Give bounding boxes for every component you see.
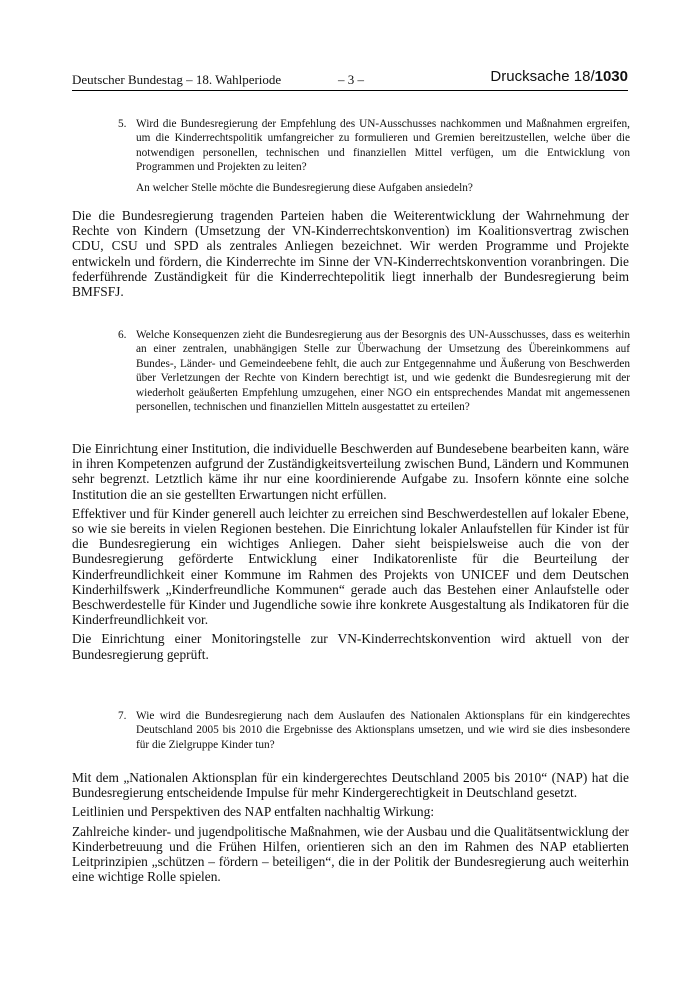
header-doc-label: Drucksache 18/ bbox=[490, 68, 595, 85]
question-5 bbox=[118, 117, 630, 195]
answer-paragraph: Effektiver und für Kinder generell auch leichter zu erreichen sind Beschwerdestellen auf lokaler Ebene, so wie sie bereits in vielen Regionen bestehen. Die Einrichtung lokaler Anlaufstellen für Kinder ist für die Bundesregierung ein wichtiges Anliegen. Daher sieht beispielsweise auch die von der Bundesregierung geförderte Entwicklung einer Indikatorenliste für die Beurteilung der Kinderfreundlichkeit einer Kommune im Rahmen des Projekts von UNICEF und dem Deutschen Kinderhilfswerk „Kinderfreundliche Kommunen“ gerade auch das Bestehen einer Anlaufstelle oder Beschwerdestelle für Kinder und Jugendliche sowie ihre konkrete Ausgestaltung als Indikatoren für die Kinderfreundlichkeit vor. bbox=[72, 505, 629, 628]
answer-6 bbox=[72, 441, 629, 666]
header-doc-number: 1030 bbox=[594, 68, 628, 85]
question-text: Welche Konsequenzen zieht die Bundesregierung aus der Besorgnis des UN-Ausschusses, dass es weiterhin an einer zentralen, unabhängigen Stelle zur Überwachung der Umsetzung des Übereinkommens auf Bundes-, Länder- und Gemeindeebene fehlt, die auch zur Entgegennahme und Äußerung von Beschwerden über Verletzungen der Rechte von Kindern berechtigt ist, und wie gedenkt die Bundesregierung mit der wiederholt geäußerten Empfehlung umzugehen, einer NGO ein entsprechendes Mandat mit angemessenen personellen, technischen und finanziellen Mitteln ausgestattet zu erteilen? bbox=[136, 329, 630, 414]
answer-paragraph: Leitlinien und Perspektiven des NAP entfalten nachhaltig Wirkung: bbox=[72, 804, 435, 820]
answer-5 bbox=[72, 208, 629, 303]
answer-7 bbox=[72, 770, 629, 888]
question-7 bbox=[118, 709, 630, 752]
answer-paragraph: Die Einrichtung einer Institution, die individuelle Beschwerden auf Bundesebene bearbeiten kann, wäre in ihren Kompetenzen aufgrund der Zuständigkeitsverteilung zwischen Bund, Ländern und Kommunen sehr begrenzt. Letztlich käme ihr nur eine koordinierende Aufgabe zu. Insofern könnte eine solche Institution die an sie gestellten Erwartungen nicht erfüllen. bbox=[72, 441, 629, 502]
question-number: 6. bbox=[118, 329, 127, 341]
question-number: 7. bbox=[118, 710, 127, 722]
header-document-number bbox=[490, 68, 628, 85]
question-number: 5. bbox=[118, 118, 127, 130]
answer-paragraph: Die Einrichtung einer Monitoringstelle zur VN-Kinderrechtskonvention wird aktuell von der Bundesregierung geprüft. bbox=[72, 631, 629, 662]
question-text: Wird die Bundesregierung der Empfehlung des UN-Ausschusses nachkommen und Maßnahmen ergreifen, um die Kinderrechtspolitik umfangreicher zu formulieren und Gremien bereitzustellen, welche über die notwendigen personellen, technischen und finanziellen Mittel verfügen, um die Entwicklung von Programmen und Projekten zu leiten? bbox=[136, 118, 630, 174]
header-publication: Deutscher Bundestag – 18. Wahlperiode bbox=[72, 72, 282, 87]
page-header bbox=[72, 70, 628, 92]
answer-paragraph: Mit dem „Nationalen Aktionsplan für ein kindergerechtes Deutschland 2005 bis 2010“ (NAP) hat die Bundesregierung entscheidende Impulse für mehr Kindergerechtigkeit in Deutschland gesetzt. bbox=[72, 770, 629, 801]
question-subtext: An welcher Stelle möchte die Bundesregierung diese Aufgaben ansiedeln? bbox=[136, 181, 473, 194]
question-text: Wie wird die Bundesregierung nach dem Auslaufen des Nationalen Aktionsplans für ein kindgerechtes Deutschland 2005 bis 2010 die Ergebnisse des Aktionsplans umsetzen, und wie wird sie dies insbesondere für die Zielgruppe Kinder tun? bbox=[136, 710, 630, 751]
answer-paragraph: Zahlreiche kinder- und jugendpolitische Maßnahmen, wie der Ausbau und die Qualitätsentwicklung der Kinderbetreuung und die Frühen Hilfen, orientieren sich an den im Rahmen des NAP etablierten Leitprinzipien „schützen – fördern – beteiligen“, die in der Politik der Bundesregierung auch weiterhin eine wichtige Rolle spielen. bbox=[72, 823, 629, 885]
header-page-number: – 3 – bbox=[338, 72, 364, 87]
answer-paragraph: Die die Bundesregierung tragenden Parteien haben die Weiterentwicklung der Wahrnehmung der Rechte von Kindern (Umsetzung der VN-Kinderrechtskonvention) im Koalitionsvertrag zwischen CDU, CSU und SPD als zentrales Anliegen bezeichnet. Wir werden Programme und Projekte entwickeln und fördern, die Kinderrechte im Sinne der VN-Kinderrechtskonvention voranbringen. Die federführende Zuständigkeit für die Kinderrechtepolitik liegt innerhalb der Bundesregierung beim BMFSFJ. bbox=[72, 208, 629, 300]
header-rule bbox=[72, 90, 628, 91]
question-6 bbox=[118, 328, 630, 414]
